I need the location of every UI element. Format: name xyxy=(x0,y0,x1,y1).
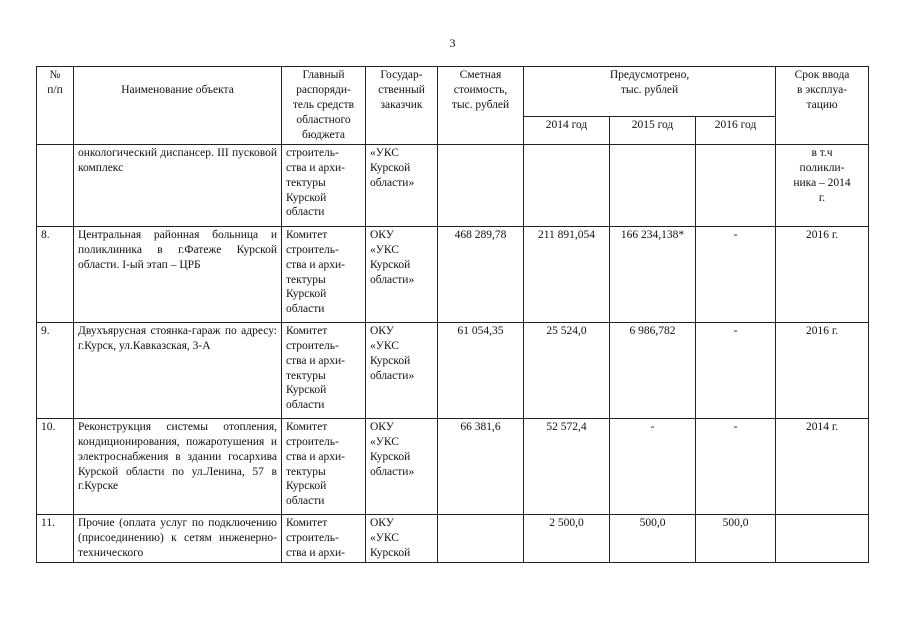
row-deadline xyxy=(776,322,869,418)
row-2016 xyxy=(696,144,776,226)
header-manager-line: Главный xyxy=(302,69,345,81)
row-2014: 2 500,0 xyxy=(524,514,610,562)
header-customer-line: ственный xyxy=(378,83,425,96)
row-manager-line: строитель- xyxy=(286,339,339,352)
row-manager xyxy=(282,514,366,562)
row-deadline-line: г. xyxy=(818,191,826,204)
header-year-2014: 2014 год xyxy=(524,117,610,144)
investment-table xyxy=(36,66,869,563)
header-manager-line: областного xyxy=(296,113,351,126)
row-customer-line: ОКУ xyxy=(370,324,394,337)
row-manager-line: Комитет xyxy=(286,420,328,433)
row-customer-line: «УКС xyxy=(370,339,399,352)
header-deadline-line: в эксплуа- xyxy=(796,83,848,96)
row-num: 11. xyxy=(37,514,74,562)
row-2015: 6 986,782 xyxy=(610,322,696,418)
row-deadline-line: ника – 2014 xyxy=(793,176,851,189)
row-customer-line: «УКС xyxy=(370,146,399,159)
header-deadline-line: тацию xyxy=(806,98,838,111)
row-num: 10. xyxy=(37,418,74,514)
row-manager-line: ства и архи- xyxy=(286,354,346,367)
row-cost xyxy=(438,144,524,226)
row-manager xyxy=(282,226,366,322)
header-year-2016: 2016 год xyxy=(696,117,776,144)
row-customer-line: области» xyxy=(370,369,415,382)
row-customer-line: области» xyxy=(370,273,415,286)
row-deadline xyxy=(776,226,869,322)
row-customer-line: ОКУ xyxy=(370,516,394,529)
row-deadline-line: поликли- xyxy=(799,161,845,174)
row-cost: 468 289,78 xyxy=(438,226,524,322)
row-manager-line: строитель- xyxy=(286,243,339,256)
row-manager-line: ства и архи- xyxy=(286,161,346,174)
table-row xyxy=(37,226,869,322)
row-num: 9. xyxy=(37,322,74,418)
header-customer-line: Государ- xyxy=(380,69,423,81)
header-row xyxy=(37,67,869,117)
row-name: Двухъярусная стоянка-гараж по адресу: г.Курск, ул.Кавказская, 3-А xyxy=(74,322,282,418)
header-cost-line: Сметная xyxy=(459,69,502,81)
row-manager-line: ства и архи- xyxy=(286,546,346,559)
row-deadline-line: 2016 г. xyxy=(805,324,839,337)
row-customer-line: области» xyxy=(370,176,415,189)
row-deadline-line: в т.ч xyxy=(811,146,833,159)
row-cost xyxy=(438,514,524,562)
row-customer-line: Курской xyxy=(370,450,411,463)
header-year-2015: 2015 год xyxy=(610,117,696,144)
row-name: Реконструкция системы отопления, кондиционирования, пожаротушения и электроснабжения в здании госархива Курской области по ул.Ленина, 57 в г.Курске xyxy=(74,418,282,514)
row-num xyxy=(37,144,74,226)
row-2014: 52 572,4 xyxy=(524,418,610,514)
row-manager-line: ства и архи- xyxy=(286,258,346,271)
row-2015: 166 234,138* xyxy=(610,226,696,322)
row-2014: 211 891,054 xyxy=(524,226,610,322)
row-customer-line: ОКУ xyxy=(370,420,394,433)
row-num: 8. xyxy=(37,226,74,322)
row-manager-line: Курской xyxy=(286,288,327,301)
table-body xyxy=(37,144,869,562)
row-manager-line: области xyxy=(286,206,325,219)
header-customer xyxy=(366,67,438,145)
header-manager xyxy=(282,67,366,145)
row-deadline-line: 2014 г. xyxy=(805,420,839,433)
row-customer-line: Курской xyxy=(370,546,411,559)
row-2016: - xyxy=(696,322,776,418)
header-provided-line: Предусмотрено, xyxy=(609,69,690,81)
row-manager-line: тектуры xyxy=(286,273,326,286)
row-customer xyxy=(366,144,438,226)
row-manager-line: Комитет xyxy=(286,516,328,529)
row-manager-line: тектуры xyxy=(286,176,326,189)
row-deadline-line: 2016 г. xyxy=(805,228,839,241)
row-name: онкологический диспансер. III пусковой комплекс xyxy=(74,144,282,226)
row-manager-line: строитель- xyxy=(286,435,339,448)
row-customer-line: «УКС xyxy=(370,435,399,448)
row-manager-line: ства и архи- xyxy=(286,450,346,463)
row-2015 xyxy=(610,144,696,226)
row-customer-line: «УКС xyxy=(370,531,399,544)
row-manager-line: Курской xyxy=(286,191,327,204)
row-manager xyxy=(282,144,366,226)
header-cost xyxy=(438,67,524,145)
row-deadline xyxy=(776,418,869,514)
header-cost-line: стоимость, xyxy=(453,83,508,96)
header-cost-line: тыс. рублей xyxy=(451,98,510,111)
row-manager-line: тектуры xyxy=(286,465,326,478)
row-manager xyxy=(282,322,366,418)
header-manager-line: тель средств xyxy=(292,98,355,111)
row-name: Прочие (оплата услуг по подключению (присоединению) к сетям инженерно-технического xyxy=(74,514,282,562)
row-customer xyxy=(366,514,438,562)
header-manager-line: распоряди- xyxy=(296,83,351,96)
row-customer-line: Курской xyxy=(370,258,411,271)
row-customer-line: Курской xyxy=(370,161,411,174)
header-num-line: № xyxy=(49,69,61,81)
header-num-line: п/п xyxy=(47,83,63,96)
row-manager-line: строитель- xyxy=(286,531,339,544)
row-manager-line: строитель- xyxy=(286,146,339,159)
header-provided-line: тыс. рублей xyxy=(620,83,679,96)
row-manager-line: области xyxy=(286,303,325,316)
row-2016: - xyxy=(696,226,776,322)
row-2015: 500,0 xyxy=(610,514,696,562)
header-provided xyxy=(524,67,776,117)
row-customer-line: области» xyxy=(370,465,415,478)
row-2016: - xyxy=(696,418,776,514)
header-manager-line: бюджета xyxy=(302,128,345,141)
row-customer-line: «УКС xyxy=(370,243,399,256)
row-cost: 66 381,6 xyxy=(438,418,524,514)
header-customer-line: заказчик xyxy=(380,98,423,111)
header-num xyxy=(37,67,74,145)
header-deadline-line: Срок ввода xyxy=(794,69,850,81)
row-customer xyxy=(366,322,438,418)
row-deadline xyxy=(776,514,869,562)
row-manager-line: области xyxy=(286,495,325,508)
row-name: Центральная районная больница и поликлиника в г.Фатеже Курской области. I-ый этап – ЦРБ xyxy=(74,226,282,322)
row-manager-line: Комитет xyxy=(286,228,328,241)
row-manager-line: Курской xyxy=(286,480,327,493)
row-customer-line: ОКУ xyxy=(370,228,394,241)
row-2016: 500,0 xyxy=(696,514,776,562)
row-2014 xyxy=(524,144,610,226)
header-deadline xyxy=(776,67,869,145)
table-row xyxy=(37,322,869,418)
row-cost: 61 054,35 xyxy=(438,322,524,418)
table-row xyxy=(37,144,869,226)
row-customer xyxy=(366,226,438,322)
row-manager-line: Курской xyxy=(286,384,327,397)
row-manager-line: области xyxy=(286,399,325,412)
row-manager-line: тектуры xyxy=(286,369,326,382)
row-manager xyxy=(282,418,366,514)
header-name: Наименование объекта xyxy=(74,67,282,145)
row-2015: - xyxy=(610,418,696,514)
row-customer xyxy=(366,418,438,514)
row-deadline xyxy=(776,144,869,226)
row-manager-line: Комитет xyxy=(286,324,328,337)
row-2014: 25 524,0 xyxy=(524,322,610,418)
table-row xyxy=(37,514,869,562)
table-row xyxy=(37,418,869,514)
row-customer-line: Курской xyxy=(370,354,411,367)
page-number: 3 xyxy=(449,36,456,50)
